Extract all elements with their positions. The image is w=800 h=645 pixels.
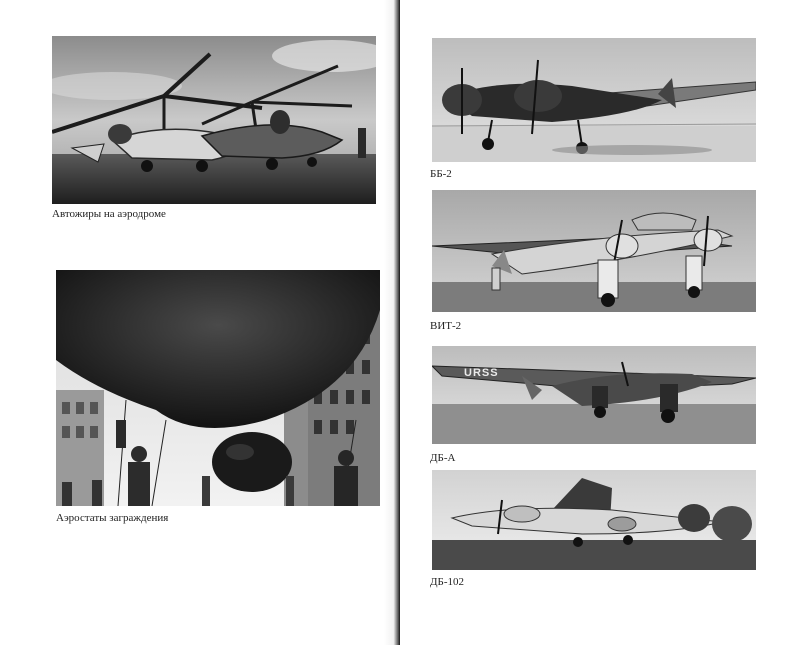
fuselage-marking: URSS: [464, 367, 499, 379]
photo-bb2: [432, 38, 756, 162]
caption-bb2: ББ-2: [430, 168, 452, 180]
caption-autogyros: Автожиры на аэродроме: [52, 208, 166, 220]
photo-barrage-balloons: [56, 270, 380, 506]
caption-db102: ДБ-102: [430, 576, 464, 588]
photo-db102: [432, 470, 756, 570]
caption-vit2: ВИТ-2: [430, 320, 462, 332]
photo-dba: [432, 346, 756, 444]
caption-barrage-balloons: Аэростаты заграждения: [56, 512, 169, 524]
left-page: [0, 0, 392, 645]
caption-dba: ДБ-А: [430, 452, 456, 464]
right-page: [400, 0, 800, 645]
photo-vit2: [432, 190, 756, 312]
photo-autogyros: [52, 36, 376, 204]
